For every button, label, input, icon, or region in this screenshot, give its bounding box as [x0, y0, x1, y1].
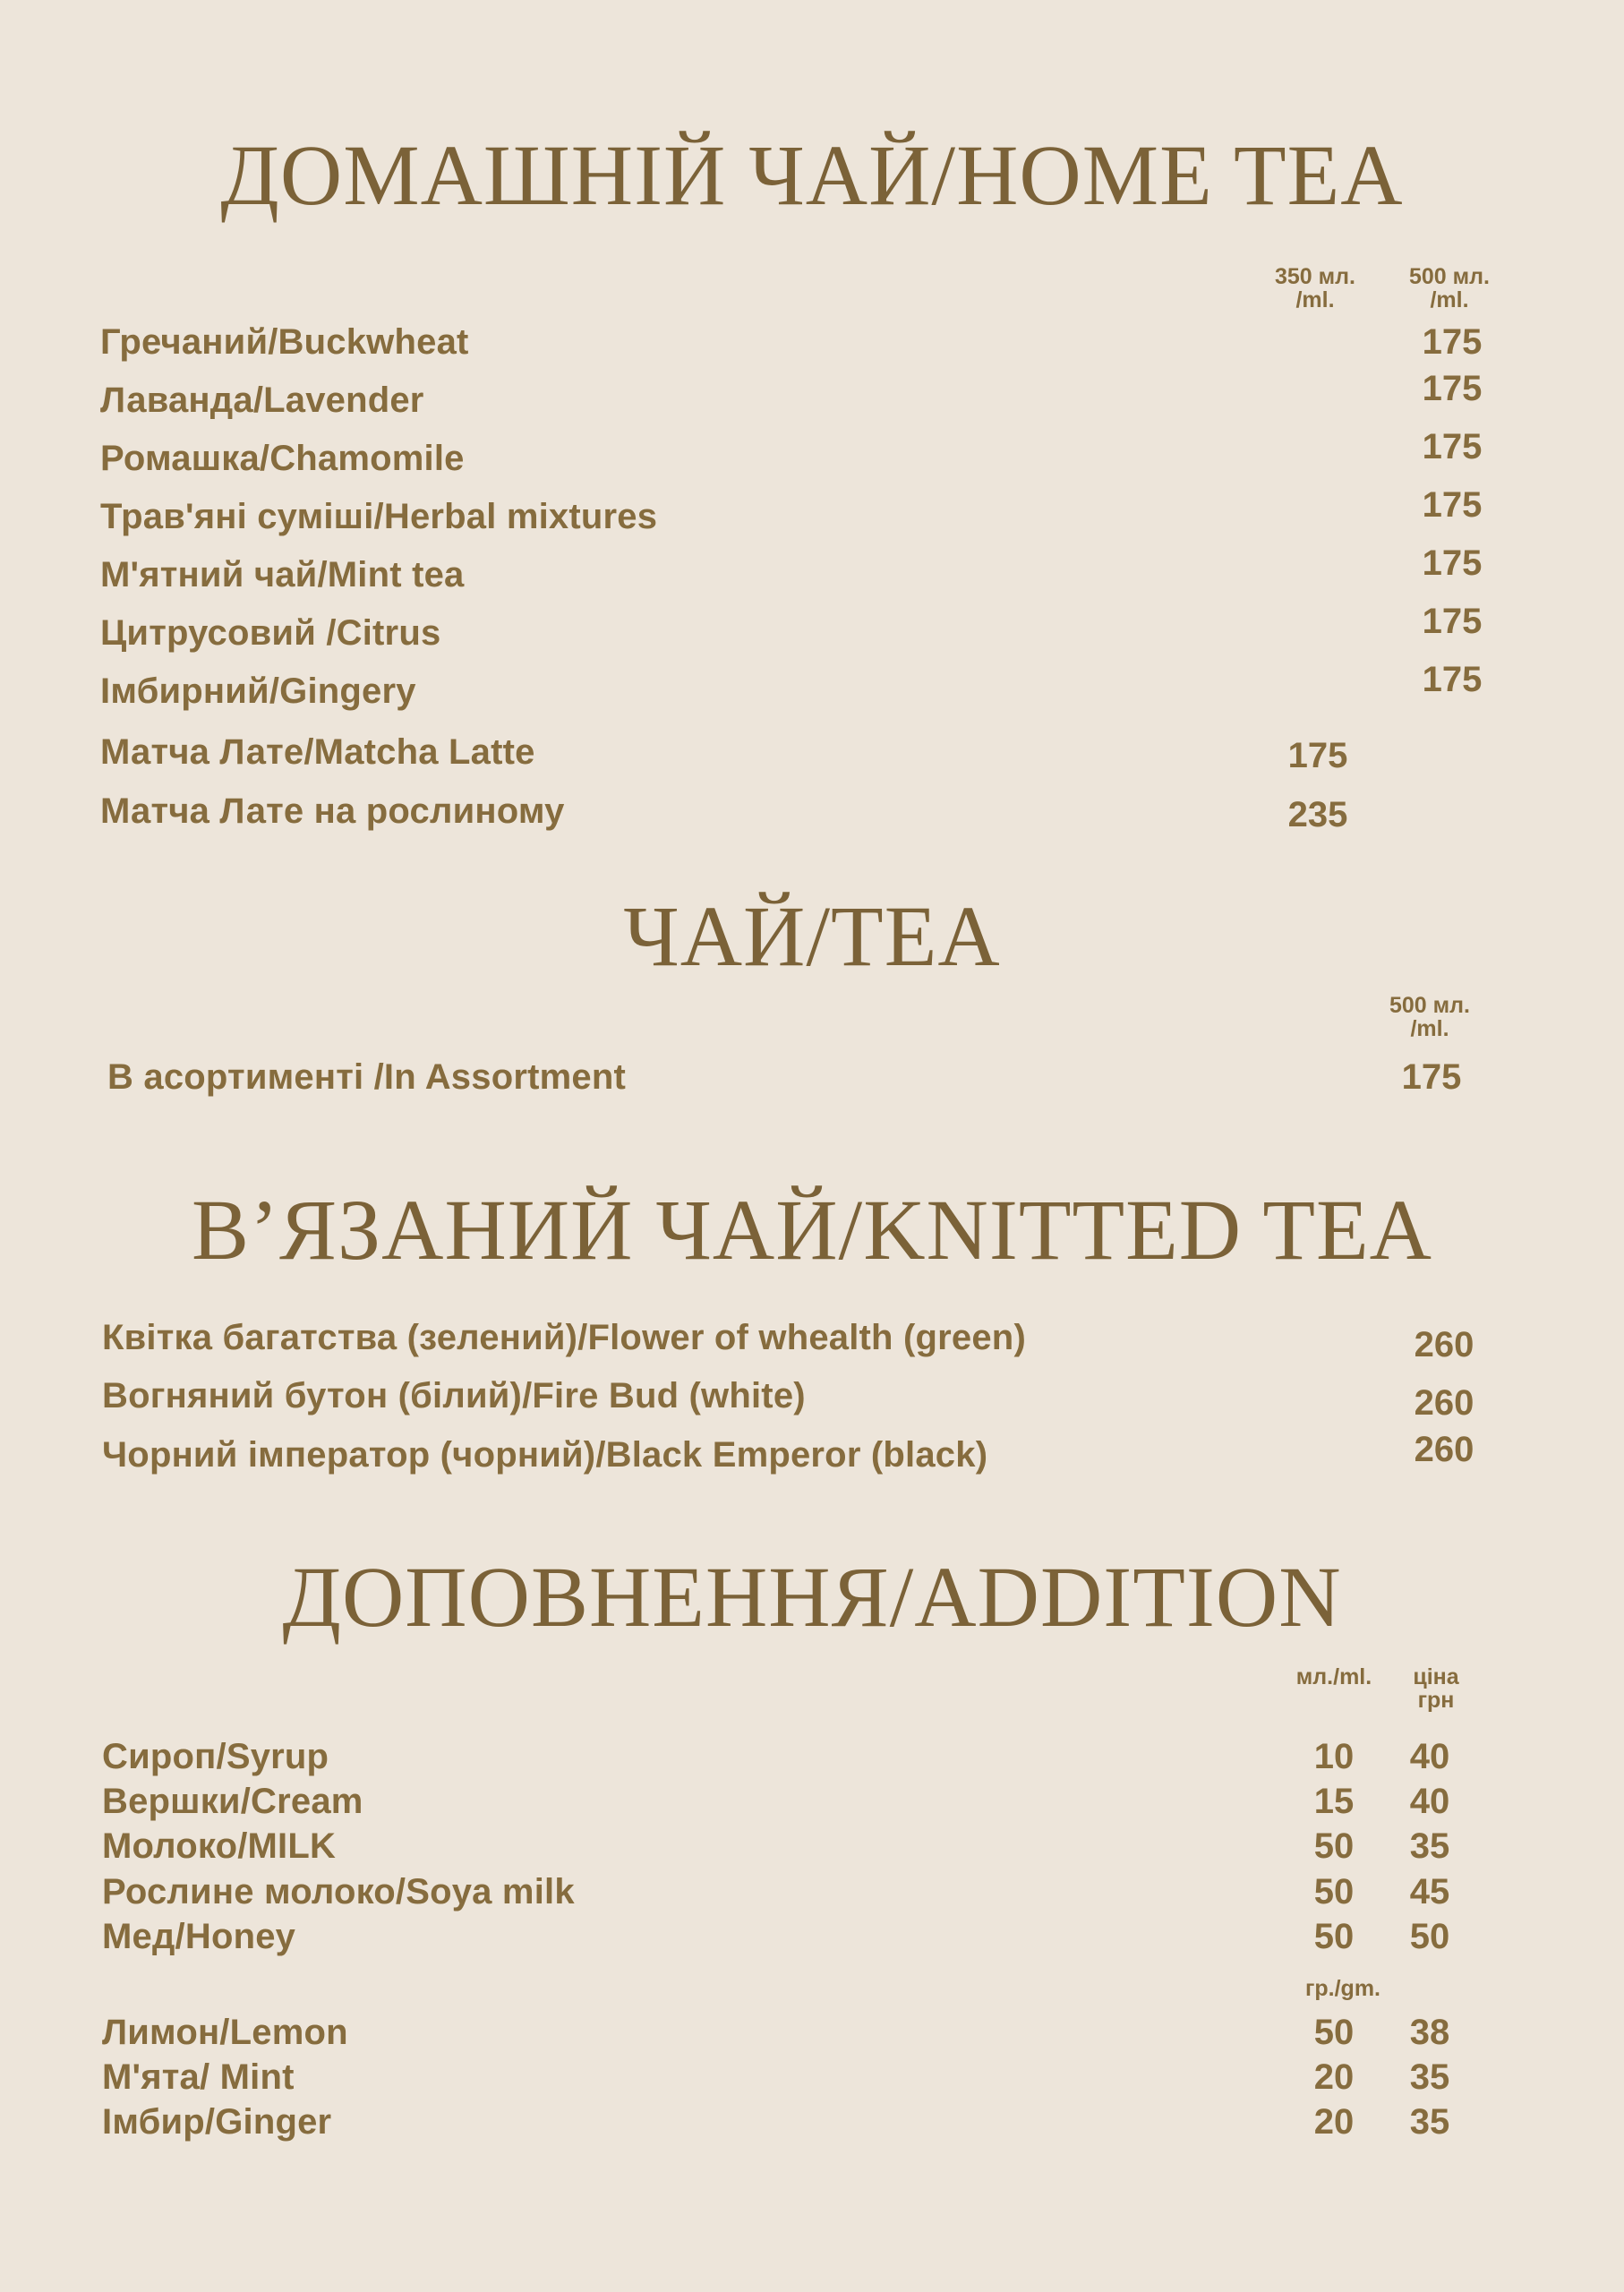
addition-item-amount: 15 [1313, 1782, 1355, 1821]
menu-item-name: Чорний імператор (чорний)/Black Emperor (black) [102, 1435, 988, 1475]
col-500-label: 500 мл. [1409, 264, 1490, 289]
addition-col-amount-header: мл./ml. [1295, 1664, 1372, 1689]
menu-item-price-350: 175 [1287, 736, 1348, 775]
addition-item-name: Молоко/MILK [102, 1826, 337, 1866]
addition-item-price: 50 [1409, 1917, 1450, 1956]
menu-item-name: Лаванда/Lavender [100, 381, 424, 420]
menu-item-name: Трав'яні суміші/Herbal mixtures [100, 497, 658, 536]
col-500-unit: /ml. [1410, 1016, 1449, 1041]
tea-col-500-header [1363, 994, 1497, 1040]
menu-item-price-500: 175 [1422, 322, 1483, 362]
menu-item-name: Цитрусовий /Citrus [100, 613, 441, 653]
menu-item-name: Матча Лате/Matcha Latte [100, 732, 535, 772]
col-350-label: 350 мл. [1275, 264, 1355, 289]
menu-item-price-500: 175 [1422, 427, 1483, 466]
menu-item-price-500: 175 [1422, 485, 1483, 525]
addition-col-price-header [1393, 1665, 1479, 1712]
menu-item-price: 260 [1414, 1383, 1474, 1423]
addition-item-price: 35 [1409, 2102, 1450, 2142]
col-500-unit: /ml. [1430, 287, 1469, 312]
menu-item-name: Імбирний/Gingery [100, 671, 416, 711]
menu-item-name: Ромашка/Chamomile [100, 439, 465, 478]
addition-item-amount: 50 [1313, 1826, 1355, 1866]
col-price-currency: грн [1417, 1688, 1455, 1713]
menu-item-price-500: 175 [1401, 1057, 1462, 1097]
menu-item-price-500: 175 [1422, 602, 1483, 641]
knitted-tea-title: В’ЯЗАНИЙ ЧАЙ/KNITTED TEA [192, 1182, 1432, 1278]
addition-item-name: Мед/Honey [102, 1917, 296, 1956]
addition-item-name: М'ята/ Mint [102, 2057, 295, 2097]
addition-item-amount: 50 [1313, 1872, 1355, 1911]
menu-item-price-500: 175 [1422, 369, 1483, 408]
menu-item-price-500: 175 [1422, 543, 1483, 583]
addition-item-price: 38 [1409, 2013, 1450, 2052]
addition-item-amount: 50 [1313, 1917, 1355, 1956]
addition-item-amount: 10 [1313, 1737, 1355, 1776]
addition-item-name: Вершки/Cream [102, 1782, 363, 1821]
home-tea-title: ДОМАШНІЙ ЧАЙ/HOME TEA [220, 127, 1404, 223]
menu-item-price: 260 [1414, 1430, 1474, 1469]
tea-title: ЧАЙ/TEA [623, 888, 1001, 984]
col-price-label: ціна [1413, 1664, 1459, 1689]
addition-item-name: Імбир/Ginger [102, 2102, 332, 2142]
home-tea-col-350-header [1248, 265, 1382, 312]
addition-solids-unit-header: гр./gm. [1304, 1976, 1381, 2001]
menu-item-name: В асортименті /In Assortment [107, 1057, 626, 1097]
menu-item-price-500: 175 [1422, 660, 1483, 699]
addition-item-price: 40 [1409, 1782, 1450, 1821]
home-tea-col-500-header [1382, 265, 1517, 312]
menu-item-name: Гречаний/Buckwheat [100, 322, 469, 362]
addition-item-price: 40 [1409, 1737, 1450, 1776]
menu-item-name: Квітка багатства (зелений)/Flower of whealth (green) [102, 1318, 1026, 1357]
addition-item-amount: 20 [1313, 2102, 1355, 2142]
menu-item-price: 260 [1414, 1325, 1474, 1364]
menu-item-name: М'ятний чай/Mint tea [100, 555, 465, 594]
addition-item-name: Лимон/Lemon [102, 2013, 348, 2052]
col-500-label: 500 мл. [1389, 993, 1470, 1018]
addition-title: ДОПОВНЕННЯ/ADDITION [282, 1549, 1342, 1645]
addition-item-price: 35 [1409, 1826, 1450, 1866]
menu-item-price-350: 235 [1287, 795, 1348, 834]
addition-item-name: Сироп/Syrup [102, 1737, 329, 1776]
menu-item-name: Матча Лате на рослиному [100, 791, 565, 831]
addition-item-amount: 50 [1313, 2013, 1355, 2052]
addition-item-amount: 20 [1313, 2057, 1355, 2097]
menu-item-name: Вогняний бутон (білий)/Fire Bud (white) [102, 1376, 806, 1415]
col-350-unit: /ml. [1295, 287, 1335, 312]
addition-item-price: 45 [1409, 1872, 1450, 1911]
addition-item-name: Рослине молоко/Soya milk [102, 1872, 575, 1911]
addition-item-price: 35 [1409, 2057, 1450, 2097]
